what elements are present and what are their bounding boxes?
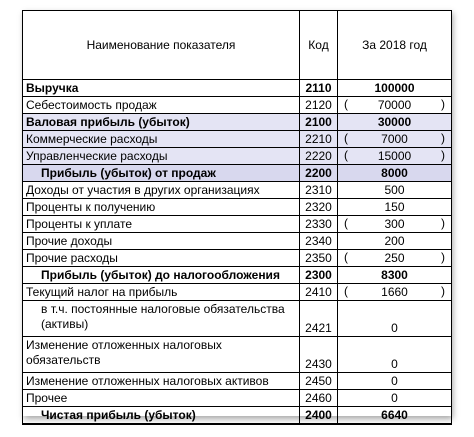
header-code: Код [300, 11, 338, 80]
table-row [23, 407, 452, 425]
row-name: Себестоимость продаж [23, 97, 300, 114]
table-row [23, 267, 452, 284]
row-code: 2300 [300, 267, 338, 284]
close-paren: ) [441, 250, 445, 264]
row-code: 2450 [300, 373, 338, 390]
row-value: 100000 [374, 80, 415, 95]
row-name: Изменение отложенных налоговых обязательств [23, 337, 300, 373]
row-value: 15000 [377, 148, 412, 163]
row-code: 2410 [300, 284, 338, 301]
row-code: 2421 [300, 301, 338, 337]
row-name: Чистая прибыль (убыток) [23, 407, 300, 425]
table-row [23, 148, 452, 165]
table-row [23, 390, 452, 407]
row-value: 0 [391, 357, 398, 371]
table-row [23, 337, 452, 373]
row-value: 70000 [377, 97, 412, 112]
open-paren: ( [344, 216, 348, 230]
row-code: 2460 [300, 390, 338, 407]
profit-loss-table [22, 10, 452, 425]
table-row [23, 114, 452, 131]
row-value-cell [338, 131, 452, 148]
close-paren: ) [441, 216, 445, 230]
row-name: Проценты к уплате [23, 216, 300, 233]
row-value: 8000 [381, 165, 408, 180]
table-header-row [23, 11, 452, 80]
table-row [23, 165, 452, 182]
row-value-cell [338, 407, 452, 425]
open-paren: ( [344, 148, 348, 162]
row-value-cell [338, 267, 452, 284]
row-value: 7000 [381, 131, 408, 146]
open-paren: ( [344, 97, 348, 111]
row-name: Управленческие расходы [23, 148, 300, 165]
open-paren: ( [344, 284, 348, 298]
row-name: Прочее [23, 390, 300, 407]
row-name: Доходы от участия в других организациях [23, 182, 300, 199]
row-name: Проценты к получению [23, 199, 300, 216]
row-value-cell [338, 250, 452, 267]
table-row [23, 233, 452, 250]
row-name: Коммерческие расходы [23, 131, 300, 148]
row-name: Выручка [23, 80, 300, 97]
row-name: Текущий налог на прибыль [23, 284, 300, 301]
table-row [23, 250, 452, 267]
row-value: 250 [384, 250, 405, 265]
table-row [23, 97, 452, 114]
table-row [23, 373, 452, 390]
row-value-cell [338, 337, 452, 373]
row-code: 2330 [300, 216, 338, 233]
row-value-cell [338, 199, 452, 216]
row-code: 2340 [300, 233, 338, 250]
row-code: 2110 [300, 80, 338, 97]
financial-report-sheet [22, 10, 451, 422]
row-value: 8300 [381, 267, 408, 282]
row-value: 0 [391, 321, 398, 335]
table-row [23, 182, 452, 199]
row-code: 2200 [300, 165, 338, 182]
row-value-cell [338, 80, 452, 97]
close-paren: ) [441, 131, 445, 145]
row-code: 2100 [300, 114, 338, 131]
table-row [23, 131, 452, 148]
open-paren: ( [344, 250, 348, 264]
table-row [23, 199, 452, 216]
row-code: 2310 [300, 182, 338, 199]
table-row [23, 216, 452, 233]
row-value-cell [338, 182, 452, 199]
row-code: 2350 [300, 250, 338, 267]
row-name: в т.ч. постоянные налоговые обязательства (активы) [23, 301, 300, 337]
row-code: 2210 [300, 131, 338, 148]
row-name: Прочие доходы [23, 233, 300, 250]
row-value-cell [338, 148, 452, 165]
row-code: 2430 [300, 337, 338, 373]
row-value-cell [338, 114, 452, 131]
row-value-cell [338, 284, 452, 301]
row-code: 2220 [300, 148, 338, 165]
row-value: 1660 [381, 284, 408, 299]
row-code: 2320 [300, 199, 338, 216]
open-paren: ( [344, 131, 348, 145]
row-code: 2120 [300, 97, 338, 114]
row-value-cell [338, 301, 452, 337]
row-value-cell [338, 165, 452, 182]
row-value-cell [338, 216, 452, 233]
table-row [23, 301, 452, 337]
row-value-cell [338, 373, 452, 390]
close-paren: ) [441, 97, 445, 111]
row-name: Валовая прибыль (убыток) [23, 114, 300, 131]
row-value-cell [338, 233, 452, 250]
row-value-cell [338, 97, 452, 114]
header-name: Наименование показателя [23, 11, 300, 80]
row-code: 2400 [300, 407, 338, 425]
row-name: Прочие расходы [23, 250, 300, 267]
row-value: 500 [384, 182, 405, 197]
row-value: 0 [391, 390, 398, 405]
table-row [23, 284, 452, 301]
row-name: Прибыль (убыток) от продаж [23, 165, 300, 182]
row-value: 150 [384, 199, 405, 214]
row-value: 30000 [377, 114, 412, 129]
close-paren: ) [441, 284, 445, 298]
close-paren: ) [441, 148, 445, 162]
row-name: Прибыль (убыток) до налогообложения [23, 267, 300, 284]
header-value: За 2018 год [338, 11, 452, 80]
row-value-cell [338, 390, 452, 407]
table-row [23, 80, 452, 97]
row-value: 200 [384, 233, 405, 248]
row-value: 300 [384, 216, 405, 231]
row-name: Изменение отложенных налоговых активов [23, 373, 300, 390]
row-value: 0 [391, 373, 398, 388]
row-value: 6640 [381, 407, 408, 422]
